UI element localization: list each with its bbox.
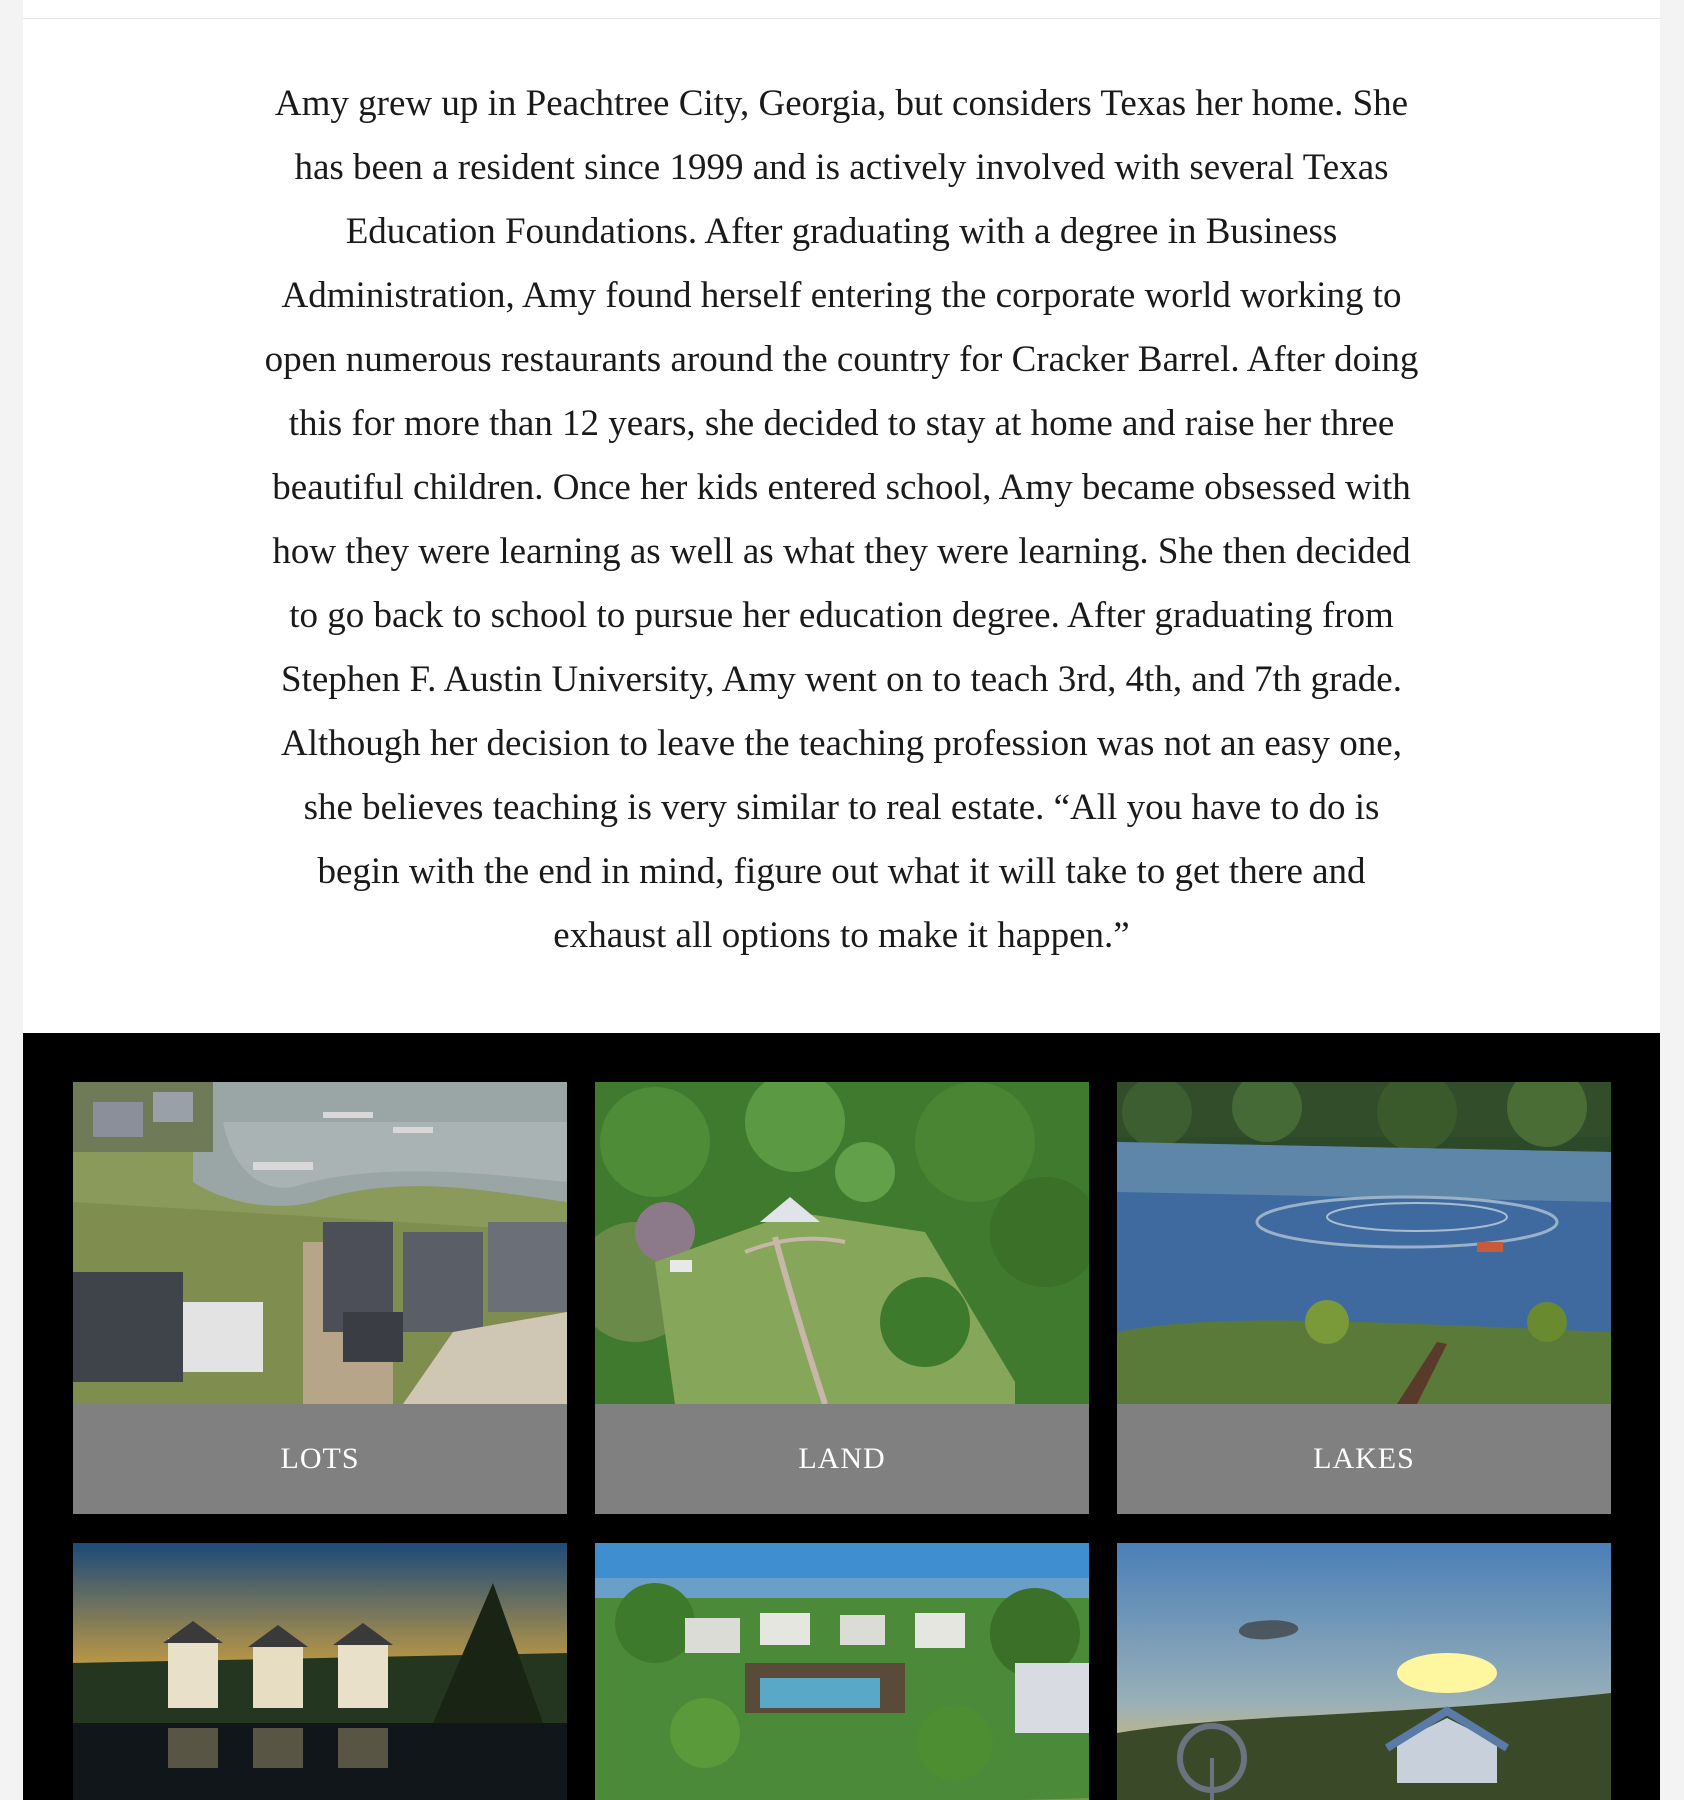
category-card-lakefront-homes[interactable] [73,1543,567,1800]
lots-aerial-image [73,1082,567,1404]
ranch-sunset-image [1117,1543,1611,1800]
lakes-label: LAKES [1117,1404,1611,1514]
lots-label: LOTS [73,1404,567,1514]
top-divider [23,18,1660,19]
category-card-land[interactable] [595,1082,1089,1514]
lakefront-homes-image [73,1543,567,1800]
community-aerial-image [595,1543,1089,1800]
lakes-aerial-image [1117,1082,1611,1404]
category-card-lakes[interactable] [1117,1082,1611,1514]
category-card-ranches[interactable] [1117,1543,1611,1800]
agent-bio-paragraph: Amy grew up in Peachtree City, Georgia, but considers Texas her home. She has been a resident since 1999 and is actively involved with several Texas Education Foundations. After graduating with a degree in Business Administration, Amy found herself entering the corporate world working to open numerous restaurants around the country for Cracker Barrel. After doing this for more than 12 years, she decided to stay at home and raise her three beautiful children. Once her kids entered school, Amy became obsessed with how they were learning as well as what they were learning. She then decided to go back to school to pursue her education degree. After graduating from Stephen F. Austin University, Amy went on to teach 3rd, 4th, and 7th grade. Although her decision to leave the teaching profession was not an easy one, she believes teaching is very similar to real estate. “All you have to do is begin with the end in mind, figure out what it will take to get there and exhaust all options to make it happen.” [264,83,1419,956]
land-aerial-image [595,1082,1089,1404]
category-card-communities[interactable] [595,1543,1089,1800]
property-category-gallery [23,1033,1660,1800]
page [23,0,1660,1800]
land-label: LAND [595,1404,1089,1514]
category-card-lots[interactable] [73,1082,567,1514]
